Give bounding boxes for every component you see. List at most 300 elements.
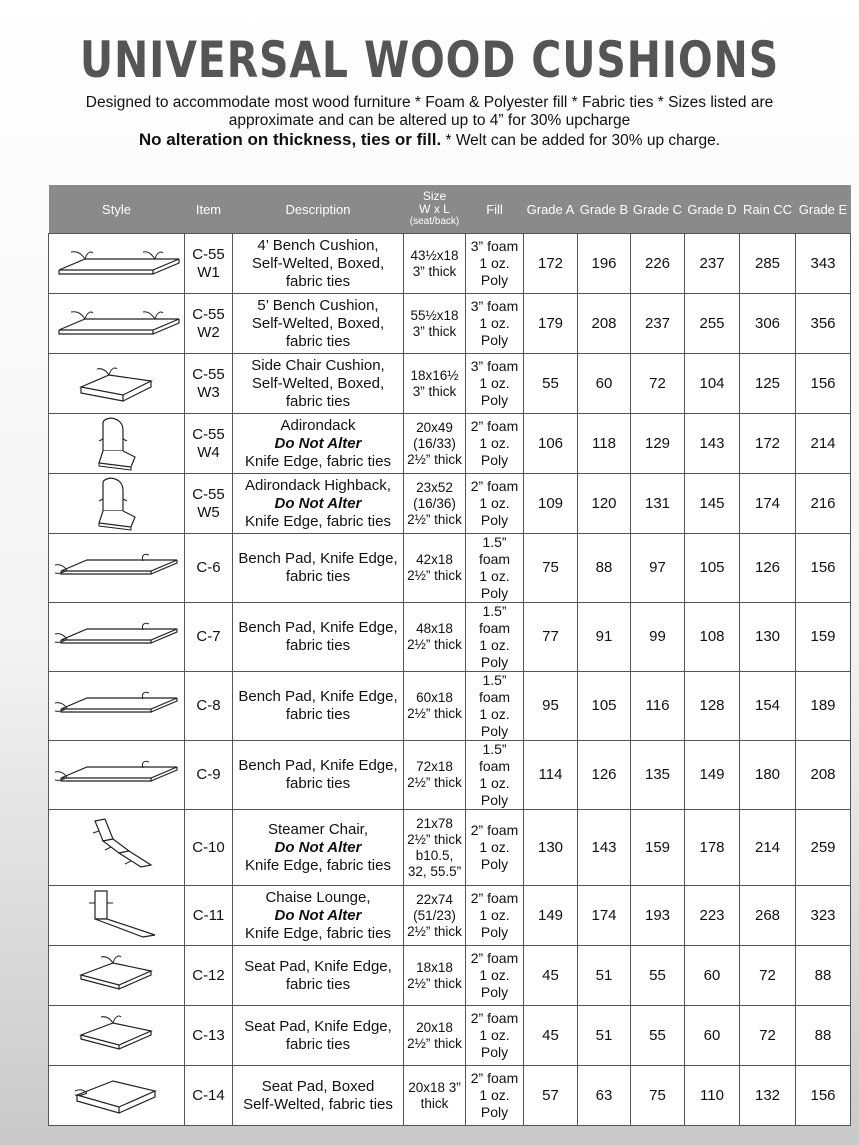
description-line: Knife Edge, fabric ties (245, 452, 391, 470)
bench-boxed-cushion-icon (51, 237, 183, 291)
table-row (49, 672, 851, 741)
size-line: 43½x18 (410, 247, 459, 263)
description-line: fabric ties (285, 637, 351, 654)
size-line: 2½” thick (407, 706, 462, 721)
fill-line: 1 oz. (479, 706, 510, 722)
size-line: 55½x18 (410, 307, 459, 323)
item-code: W4 (197, 443, 220, 461)
description-line: Bench Pad, Knife Edge, (238, 550, 398, 567)
item-code: C-10 (192, 838, 225, 856)
style-cell (49, 741, 185, 810)
size-cell (404, 810, 466, 886)
price-grade-e: 156 (796, 354, 851, 414)
page-title: UNIVERSAL WOOD CUSHIONS (79, 31, 780, 89)
item-code: C-12 (192, 966, 225, 984)
description-line: Bench Pad, Knife Edge, (238, 688, 398, 705)
price-grade-e: 156 (796, 1066, 851, 1126)
bench-boxed-cushion-icon (51, 297, 183, 351)
fill-line: 1 oz. (479, 435, 510, 451)
fill-line: Poly (480, 924, 509, 940)
price-grade-c: 97 (631, 534, 685, 603)
col-size-dims: W x L (419, 202, 450, 216)
price-grade-e: 208 (796, 741, 851, 810)
item-code: C-55 (192, 365, 225, 383)
size-line: 2½” thick (407, 975, 462, 991)
fill-cell (466, 234, 524, 294)
style-cell (49, 1066, 185, 1126)
size-line: 2½” thick (407, 511, 462, 527)
item-cell (185, 414, 233, 474)
price-grade-b: 196 (578, 234, 631, 294)
bench-pad-icon (51, 748, 183, 802)
steamer-chair-cushion-icon (51, 817, 183, 879)
price-grade-d: 145 (685, 474, 740, 534)
do-not-alter-label: Do Not Alter (274, 434, 362, 452)
fill-line: 1 oz. (479, 568, 510, 584)
size-cell (404, 294, 466, 354)
table-row (49, 474, 851, 534)
size-line: 72x18 (416, 759, 453, 774)
fill-line: Poly (480, 1104, 509, 1120)
fill-line: 1.5” foam (478, 741, 511, 774)
description-cell (233, 1006, 404, 1066)
description-cell (233, 886, 404, 946)
price-rain-cc: 285 (740, 234, 796, 294)
description-line: Bench Pad, Knife Edge, (238, 757, 398, 774)
size-cell (404, 1066, 466, 1126)
item-code: W2 (197, 323, 220, 341)
col-rain-cc: Rain CC (740, 185, 796, 234)
item-code: C-55 (192, 425, 225, 443)
description-cell (233, 294, 404, 354)
size-line: 2½” thick (407, 451, 462, 467)
fill-line: 2” foam (470, 822, 519, 838)
description-cell (233, 534, 404, 603)
price-grade-a: 172 (524, 234, 578, 294)
fill-line: 2” foam (470, 890, 519, 906)
price-grade-e: 88 (796, 946, 851, 1006)
size-line: (16/36) (413, 495, 456, 511)
price-grade-d: 108 (685, 603, 740, 672)
size-line: 60x18 (416, 690, 453, 705)
item-cell (185, 741, 233, 810)
size-line: 32, 55.5” (407, 863, 462, 879)
item-code: W1 (197, 263, 220, 281)
col-description: Description (233, 185, 404, 234)
price-grade-a: 55 (524, 354, 578, 414)
description-line: fabric ties (285, 775, 351, 792)
price-grade-a: 109 (524, 474, 578, 534)
size-cell (404, 474, 466, 534)
adirondack-cushion-icon (51, 477, 183, 531)
description-line: fabric ties (285, 392, 351, 410)
size-line: 20x18 (416, 1019, 453, 1035)
item-cell (185, 534, 233, 603)
size-cell (404, 603, 466, 672)
fill-cell (466, 414, 524, 474)
col-grade-b: Grade B (578, 185, 631, 234)
fill-line: 2” foam (470, 950, 519, 966)
fill-cell (466, 1006, 524, 1066)
size-line: 22x74 (416, 891, 453, 907)
description-line: Adirondack Highback, (245, 476, 391, 494)
price-grade-c: 75 (631, 1066, 685, 1126)
item-code: C-8 (196, 697, 221, 714)
item-cell (185, 886, 233, 946)
price-grade-c: 99 (631, 603, 685, 672)
item-code: W5 (197, 503, 220, 521)
description-cell (233, 1066, 404, 1126)
size-cell (404, 672, 466, 741)
bench-pad-icon (51, 541, 183, 595)
seat-pad-boxed-icon (51, 1069, 183, 1123)
price-grade-c: 131 (631, 474, 685, 534)
price-grade-e: 214 (796, 414, 851, 474)
fill-line: 1.5” foam (478, 672, 511, 705)
size-line: 2½” thick (407, 568, 462, 583)
table-header-row (49, 185, 851, 234)
fill-cell (466, 354, 524, 414)
fill-line: 1 oz. (479, 255, 510, 271)
size-line: 20x18 3” (408, 1079, 461, 1095)
description-cell (233, 672, 404, 741)
size-line: 2½” thick (407, 637, 462, 652)
price-grade-c: 55 (631, 946, 685, 1006)
item-code: C-7 (196, 628, 221, 645)
fill-line: Poly (480, 792, 509, 808)
price-rain-cc: 180 (740, 741, 796, 810)
item-cell (185, 946, 233, 1006)
price-grade-c: 129 (631, 414, 685, 474)
description-line: Seat Pad, Knife Edge, (244, 1017, 392, 1035)
fill-line: 1 oz. (479, 315, 510, 331)
size-line: 3” thick (412, 383, 457, 399)
fill-line: 1.5” foam (478, 534, 511, 567)
price-grade-b: 126 (578, 741, 631, 810)
table-row (49, 603, 851, 672)
size-line: (51/23) (413, 907, 456, 923)
description-line: Knife Edge, fabric ties (245, 512, 391, 530)
fill-cell (466, 810, 524, 886)
fill-line: 1 oz. (479, 495, 510, 511)
size-line: 20x49 (416, 419, 453, 435)
col-grade-a: Grade A (524, 185, 578, 234)
price-grade-e: 216 (796, 474, 851, 534)
description-line: Knife Edge, fabric ties (245, 856, 391, 874)
size-line: (16/33) (413, 435, 456, 451)
price-rain-cc: 72 (740, 1006, 796, 1066)
price-table (48, 185, 851, 1126)
col-fill: Fill (466, 185, 524, 234)
description-line: Knife Edge, fabric ties (245, 924, 391, 942)
welt-notice: * Welt can be added for 30% up charge. (441, 132, 721, 149)
size-line: 2½” thick (407, 831, 462, 847)
table-row (49, 234, 851, 294)
price-grade-a: 45 (524, 946, 578, 1006)
fill-line: Poly (480, 332, 509, 348)
price-grade-b: 63 (578, 1066, 631, 1126)
price-grade-d: 255 (685, 294, 740, 354)
size-line: b10.5, (415, 847, 454, 863)
fill-line: Poly (480, 984, 509, 1000)
table-row (49, 294, 851, 354)
price-grade-e: 356 (796, 294, 851, 354)
price-grade-b: 120 (578, 474, 631, 534)
fill-cell (466, 603, 524, 672)
price-grade-d: 105 (685, 534, 740, 603)
price-rain-cc: 306 (740, 294, 796, 354)
do-not-alter-label: Do Not Alter (274, 906, 362, 924)
fill-line: 3” foam (470, 238, 519, 254)
fill-line: 1 oz. (479, 1087, 510, 1103)
fill-line: 3” foam (470, 298, 519, 314)
price-grade-d: 149 (685, 741, 740, 810)
size-cell (404, 534, 466, 603)
description-cell (233, 354, 404, 414)
description-line: Side Chair Cushion, (251, 356, 385, 374)
fill-line: Poly (480, 723, 509, 739)
seat-pad-icon (51, 949, 183, 1003)
description-line: Self-Welted, Boxed, (251, 254, 385, 272)
table-row (49, 534, 851, 603)
price-grade-a: 130 (524, 810, 578, 886)
size-line: 23x52 (416, 479, 453, 495)
price-grade-b: 91 (578, 603, 631, 672)
price-grade-c: 135 (631, 741, 685, 810)
fill-cell (466, 886, 524, 946)
price-grade-e: 189 (796, 672, 851, 741)
fill-line: Poly (480, 654, 509, 670)
style-cell (49, 946, 185, 1006)
style-cell (49, 603, 185, 672)
adirondack-cushion-icon (51, 417, 183, 471)
price-grade-c: 159 (631, 810, 685, 886)
item-code: C-11 (192, 906, 225, 924)
fill-line: Poly (480, 272, 509, 288)
description-line: Self-Welted, Boxed, (251, 314, 385, 332)
price-rain-cc: 125 (740, 354, 796, 414)
price-grade-b: 174 (578, 886, 631, 946)
price-grade-e: 259 (796, 810, 851, 886)
price-grade-c: 237 (631, 294, 685, 354)
description-line: Bench Pad, Knife Edge, (238, 619, 398, 636)
description-line: Seat Pad, Knife Edge, (244, 957, 392, 975)
do-not-alter-label: Do Not Alter (274, 494, 362, 512)
table-row (49, 886, 851, 946)
fill-cell (466, 946, 524, 1006)
size-cell (404, 741, 466, 810)
size-line: 2½” thick (407, 775, 462, 790)
price-rain-cc: 172 (740, 414, 796, 474)
size-cell (404, 414, 466, 474)
description-line: fabric ties (285, 975, 351, 993)
bench-pad-icon (51, 610, 183, 664)
description-line: fabric ties (285, 332, 351, 350)
fill-line: 1 oz. (479, 775, 510, 791)
price-grade-a: 57 (524, 1066, 578, 1126)
description-line: fabric ties (285, 706, 351, 723)
fill-line: 1 oz. (479, 637, 510, 653)
fill-line: Poly (480, 512, 509, 528)
item-cell (185, 1066, 233, 1126)
no-alteration-notice: No alteration on thickness, ties or fill. (138, 130, 442, 149)
price-grade-b: 51 (578, 946, 631, 1006)
fill-line: Poly (480, 392, 509, 408)
style-cell (49, 354, 185, 414)
size-cell (404, 886, 466, 946)
description-line: Adirondack (280, 416, 356, 434)
intro-line-1: Designed to accommodate most wood furniture * Foam & Polyester fill * Fabric ties * Sizes listed are (85, 94, 774, 111)
table-row (49, 354, 851, 414)
price-grade-a: 77 (524, 603, 578, 672)
price-grade-e: 156 (796, 534, 851, 603)
description-line: Chaise Lounge, (265, 888, 371, 906)
size-cell (404, 1006, 466, 1066)
price-rain-cc: 72 (740, 946, 796, 1006)
price-grade-b: 208 (578, 294, 631, 354)
table-row (49, 1066, 851, 1126)
price-grade-a: 179 (524, 294, 578, 354)
fill-cell (466, 672, 524, 741)
item-code: C-6 (196, 559, 221, 576)
table-body (49, 234, 851, 1126)
fill-line: 2” foam (470, 478, 519, 494)
price-grade-d: 128 (685, 672, 740, 741)
fill-line: 2” foam (470, 1010, 519, 1026)
intro-line-2: approximate and can be altered up to 4” for 30% upcharge (228, 112, 631, 129)
price-grade-c: 72 (631, 354, 685, 414)
size-line: 18x16½ (410, 367, 459, 383)
price-grade-d: 110 (685, 1066, 740, 1126)
price-grade-b: 105 (578, 672, 631, 741)
fill-line: 1 oz. (479, 839, 510, 855)
description-line: fabric ties (285, 1035, 351, 1053)
item-cell (185, 810, 233, 886)
price-grade-a: 95 (524, 672, 578, 741)
fill-line: 1.5” foam (478, 603, 511, 636)
col-size-note: (seat/back) (409, 216, 460, 227)
price-grade-a: 45 (524, 1006, 578, 1066)
table-row (49, 946, 851, 1006)
fill-cell (466, 474, 524, 534)
size-line: 2½” thick (407, 1035, 462, 1051)
style-cell (49, 672, 185, 741)
item-code: W3 (197, 383, 220, 401)
description-line: Self-Welted, Boxed, (251, 374, 385, 392)
do-not-alter-label: Do Not Alter (274, 838, 362, 856)
size-line: 48x18 (416, 621, 453, 636)
size-line: 2½” thick (407, 923, 462, 939)
size-line: 3” thick (412, 263, 457, 279)
description-cell (233, 741, 404, 810)
price-grade-d: 143 (685, 414, 740, 474)
fill-cell (466, 534, 524, 603)
col-size (404, 185, 466, 234)
price-grade-c: 193 (631, 886, 685, 946)
price-grade-a: 106 (524, 414, 578, 474)
style-cell (49, 474, 185, 534)
price-rain-cc: 214 (740, 810, 796, 886)
item-cell (185, 1006, 233, 1066)
price-rain-cc: 132 (740, 1066, 796, 1126)
description-line: Steamer Chair, (267, 820, 369, 838)
price-rain-cc: 126 (740, 534, 796, 603)
fill-line: 2” foam (470, 1070, 519, 1086)
fill-line: 1 oz. (479, 907, 510, 923)
item-cell (185, 234, 233, 294)
price-rain-cc: 268 (740, 886, 796, 946)
intro-line-3 (20, 130, 839, 150)
item-cell (185, 672, 233, 741)
item-code: C-13 (192, 1026, 225, 1044)
fill-line: Poly (480, 585, 509, 601)
size-line: 42x18 (416, 552, 453, 567)
price-grade-d: 60 (685, 946, 740, 1006)
price-grade-e: 88 (796, 1006, 851, 1066)
price-rain-cc: 154 (740, 672, 796, 741)
table-row (49, 414, 851, 474)
item-code: C-55 (192, 305, 225, 323)
description-line: 4’ Bench Cushion, (257, 236, 379, 254)
style-cell (49, 886, 185, 946)
size-line: 21x78 (416, 815, 453, 831)
item-code: C-55 (192, 485, 225, 503)
size-cell (404, 234, 466, 294)
price-grade-d: 223 (685, 886, 740, 946)
col-grade-e: Grade E (796, 185, 851, 234)
style-cell (49, 810, 185, 886)
bench-pad-icon (51, 679, 183, 733)
description-cell (233, 603, 404, 672)
description-line: Seat Pad, Boxed (261, 1077, 375, 1095)
price-grade-c: 116 (631, 672, 685, 741)
item-code: C-55 (192, 245, 225, 263)
size-cell (404, 946, 466, 1006)
price-rain-cc: 130 (740, 603, 796, 672)
description-cell (233, 810, 404, 886)
price-grade-c: 55 (631, 1006, 685, 1066)
style-cell (49, 234, 185, 294)
description-cell (233, 946, 404, 1006)
col-size-label: Size (422, 189, 447, 203)
item-code: C-9 (196, 766, 221, 783)
description-line: Self-Welted, fabric ties (243, 1095, 393, 1113)
col-style: Style (49, 185, 185, 234)
fill-line: 1 oz. (479, 375, 510, 391)
col-grade-c: Grade C (631, 185, 685, 234)
style-cell (49, 414, 185, 474)
price-grade-e: 343 (796, 234, 851, 294)
price-grade-d: 60 (685, 1006, 740, 1066)
fill-line: 3” foam (470, 358, 519, 374)
item-code: C-14 (192, 1086, 225, 1104)
item-cell (185, 474, 233, 534)
table-row (49, 810, 851, 886)
chaise-lounge-cushion-icon (51, 889, 183, 943)
col-grade-d: Grade D (685, 185, 740, 234)
item-cell (185, 354, 233, 414)
size-line: 18x18 (416, 959, 453, 975)
table-row (49, 1006, 851, 1066)
fill-cell (466, 294, 524, 354)
style-cell (49, 534, 185, 603)
price-grade-b: 60 (578, 354, 631, 414)
fill-cell (466, 741, 524, 810)
price-grade-a: 75 (524, 534, 578, 603)
size-cell (404, 354, 466, 414)
price-rain-cc: 174 (740, 474, 796, 534)
description-line: fabric ties (285, 568, 351, 585)
